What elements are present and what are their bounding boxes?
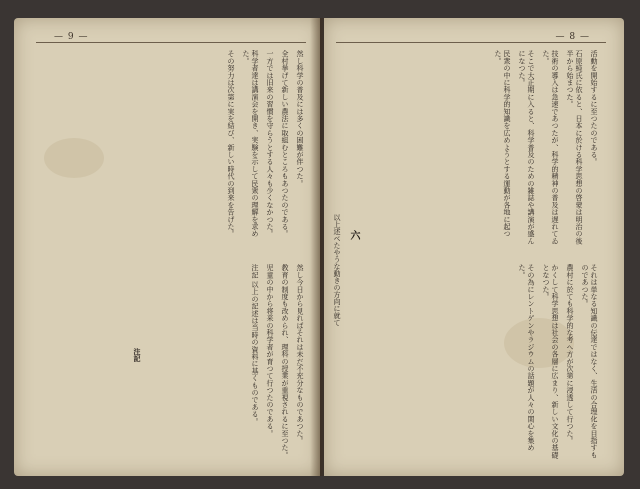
section-heading: 六: [348, 230, 359, 240]
paragraph: 注記 以上の記述は当時の資料に基くものである。: [251, 264, 259, 425]
paragraph: 科学者達は講演会を開き、実験を示して民衆の理解を求めた。: [242, 50, 259, 238]
open-book: [10, 6, 630, 486]
paragraph: 活動を開始するに至つたのである。: [590, 50, 598, 166]
paragraph: 然し科学の普及には多くの困難が伴つた。: [296, 50, 304, 187]
paragraph: 民衆の中に科学的知識を広めようとする運動が各地に起つた。: [494, 50, 511, 238]
paragraph: 一方では旧来の習慣を守らうとする人々も少くなかつた。: [266, 50, 274, 238]
header-rule-right: [336, 42, 606, 43]
paragraph: 然し今日から見ればそれは未だ不充分なものであつた。: [296, 264, 304, 444]
note-label: 注記: [133, 348, 142, 362]
paragraph: 全村挙げて新しい農法に取組むところもあつたのである。: [281, 50, 289, 238]
left-top-text-block: [52, 50, 304, 248]
right-bottom-text-block: [364, 264, 598, 460]
paragraph: 児童の中から将来の科学者が育つて行つたのである。: [266, 264, 274, 437]
right-page: [324, 18, 624, 476]
page-number-right: — 8 —: [555, 32, 590, 42]
paragraph: 石原純氏に依ると、日本に於ける科学思想の啓蒙は明治の後半から始まつた。: [566, 50, 583, 245]
left-bottom-text-block: [52, 264, 304, 460]
paragraph: かくして科学思想は社会の各層に広まり、新しい文化の基礎となつた。: [542, 264, 559, 459]
paragraph: その努力は次第に実を結び、新しい時代の到来を告げた。: [227, 50, 235, 238]
right-top-text-block: [336, 50, 598, 248]
header-rule-left: [36, 42, 306, 43]
paragraph: それは単なる知識の伝達ではなく、生活の合理化を目指すものであつた。: [581, 264, 598, 459]
page-number-left: — 9 —: [54, 32, 89, 42]
paragraph: 技術の導入は急速であつたが、科学的精神の普及は遅れてゐた。: [542, 50, 559, 245]
paragraph: 教育の制度も改められ、理科の授業が重視されるに至つた。: [281, 264, 289, 459]
left-page: [14, 18, 320, 476]
paragraph: 農村に於ても科学的な考へ方が次第に浸透して行つた。: [566, 264, 574, 444]
paragraph: その為にレントゲンやラジウムの話題が人々の関心を集めた。: [518, 264, 535, 452]
section-subtitle: 以上述べたやうな動きの方向に就て: [333, 214, 341, 326]
paragraph: そこで大正期に入ると、科学普及のための雑誌や講演が盛んになつた。: [518, 50, 535, 245]
